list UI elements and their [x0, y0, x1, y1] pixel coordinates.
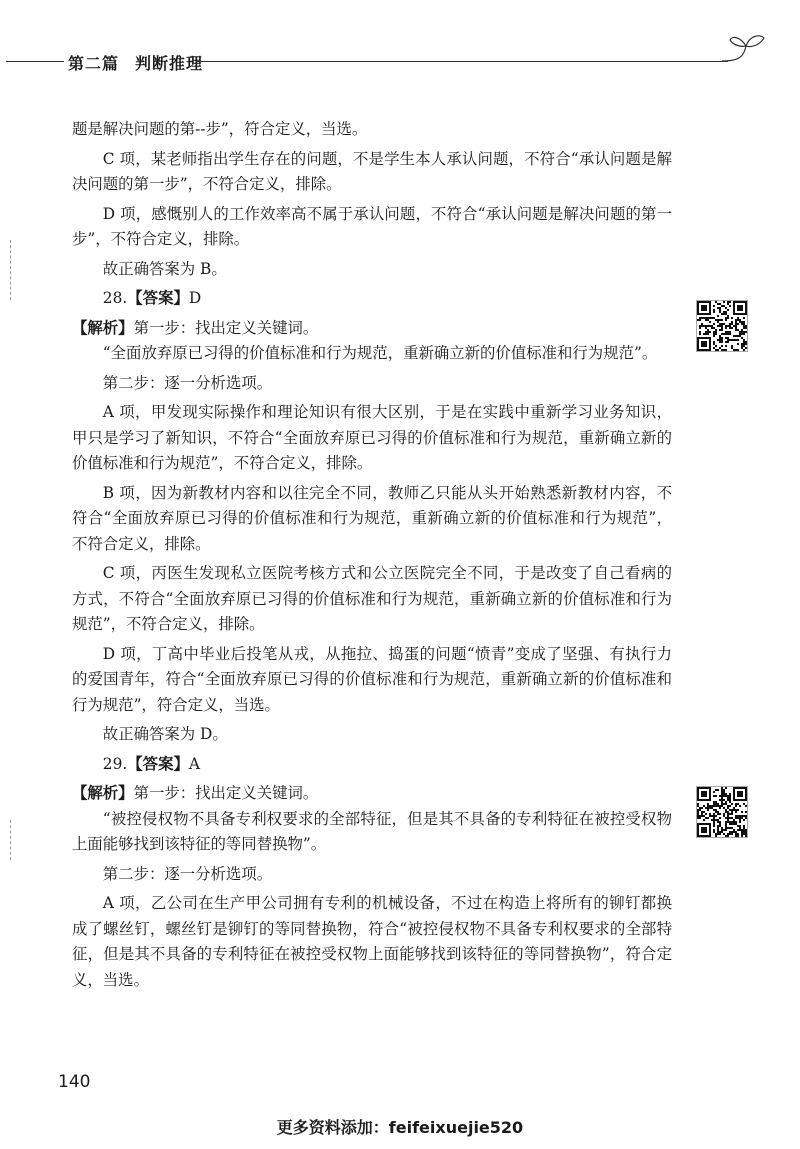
- running-header: [0, 30, 800, 90]
- header-rule-left: [6, 61, 64, 62]
- option-paragraph: A 项，甲发现实际操作和理论知识有很大区别，于是在实践中重新学习业务知识，甲只是学习了新知识，不符合“全面放弃原已习得的价值标准和行为规范，重新确立新的价值标准和行为规范”，不符合定义，排除。: [72, 403, 672, 472]
- option-paragraph: D 项，丁高中毕业后投笔从戎，从拖拉、捣蛋的问题“愤青”变成了坚强、有执行力的爱国青年，符合“全面放弃原已习得的价值标准和行为规范，重新确立新的价值标准和行为规范”，符合定义，当选。: [72, 644, 672, 714]
- paragraph: C 项，某老师指出学生存在的问题，不是学生本人承认问题，不符合“承认问题是解决问题的第一步”，不符合定义，排除。: [72, 149, 672, 193]
- qr-code[interactable]: [696, 786, 748, 838]
- qr-code-pattern: [697, 787, 747, 837]
- header-title: [68, 51, 203, 74]
- question-number: 28.: [102, 289, 128, 307]
- paragraph: 题是解决问题的第--步”，符合定义，当选。: [72, 120, 368, 138]
- analysis-line-29: [72, 781, 672, 807]
- paragraph: D 项，感慨别人的工作效率高不属于承认问题，不符合“承认问题是解决问题的第一步”，不符合定义，排除。: [72, 204, 672, 248]
- page-body: [72, 117, 672, 993]
- qr-code[interactable]: [696, 300, 748, 352]
- qr-code-pattern: [697, 301, 747, 351]
- margin-mark: [10, 240, 12, 300]
- header-section: 判断推理: [135, 54, 204, 73]
- answer-tag: 【答案】: [127, 289, 189, 307]
- question-number: 29.: [102, 754, 128, 773]
- answer-tag: 【答案】: [127, 754, 189, 773]
- sprout-icon: [720, 30, 770, 66]
- answer-value: D: [188, 289, 202, 307]
- analysis-tag: 【解析】: [72, 784, 134, 802]
- answer-value: A: [188, 754, 200, 773]
- footer-note: 更多资料添加：feifeixuejie520: [276, 1118, 524, 1137]
- keyword-quote: “被控侵权物不具备专利权要求的全部特征，但是其不具备的专利特征在被控受权物上面能够找到该特征的等同替换物”。: [72, 809, 672, 853]
- step-two: 第二步：逐一分析选项。: [102, 373, 273, 392]
- answer-line-29: [72, 752, 672, 778]
- header-part: 第二篇: [68, 54, 120, 73]
- paragraph: 故正确答案为 B。: [102, 259, 227, 278]
- conclusion: 故正确答案为 D。: [102, 725, 228, 743]
- margin-mark: [10, 820, 12, 860]
- option-paragraph: C 项，丙医生发现私立医院考核方式和公立医院完全不同，于是改变了自己看病的方式，不符合“全面放弃原已习得的价值标准和行为规范，重新确立新的价值标准和行为规范”，不符合定义，排除。: [72, 564, 672, 633]
- page-number: 140: [58, 1072, 91, 1092]
- option-paragraph: A 项，乙公司在生产甲公司拥有专利的机械设备，不过在构造上将所有的铆钉都换成了螺丝钉，螺丝钉是铆钉的等同替换物，符合“被控侵权物不具备专利权要求的全部特征，但是其不具备的专利特征在被控受权物上面能够找到该特征的等同替换物”，符合定义，当选。: [72, 894, 672, 989]
- keyword-quote: “全面放弃原已习得的价值标准和行为规范，重新确立新的价值标准和行为规范”。: [102, 344, 658, 362]
- header-rule-right: [196, 61, 728, 62]
- analysis-line-28: [72, 316, 672, 342]
- step-one: 第一步：找出定义关键词。: [133, 318, 319, 337]
- answer-line-28: [72, 286, 672, 312]
- analysis-tag: 【解析】: [72, 318, 134, 337]
- step-two: 第二步：逐一分析选项。: [102, 864, 273, 883]
- option-paragraph: B 项，因为新教材内容和以往完全不同，教师乙只能从头开始熟悉新教材内容，不符合“全面放弃原已习得的价值标准和行为规范，重新确立新的价值标准和行为规范”，不符合定义，排除。: [72, 483, 672, 553]
- step-one: 第一步：找出定义关键词。: [133, 784, 319, 802]
